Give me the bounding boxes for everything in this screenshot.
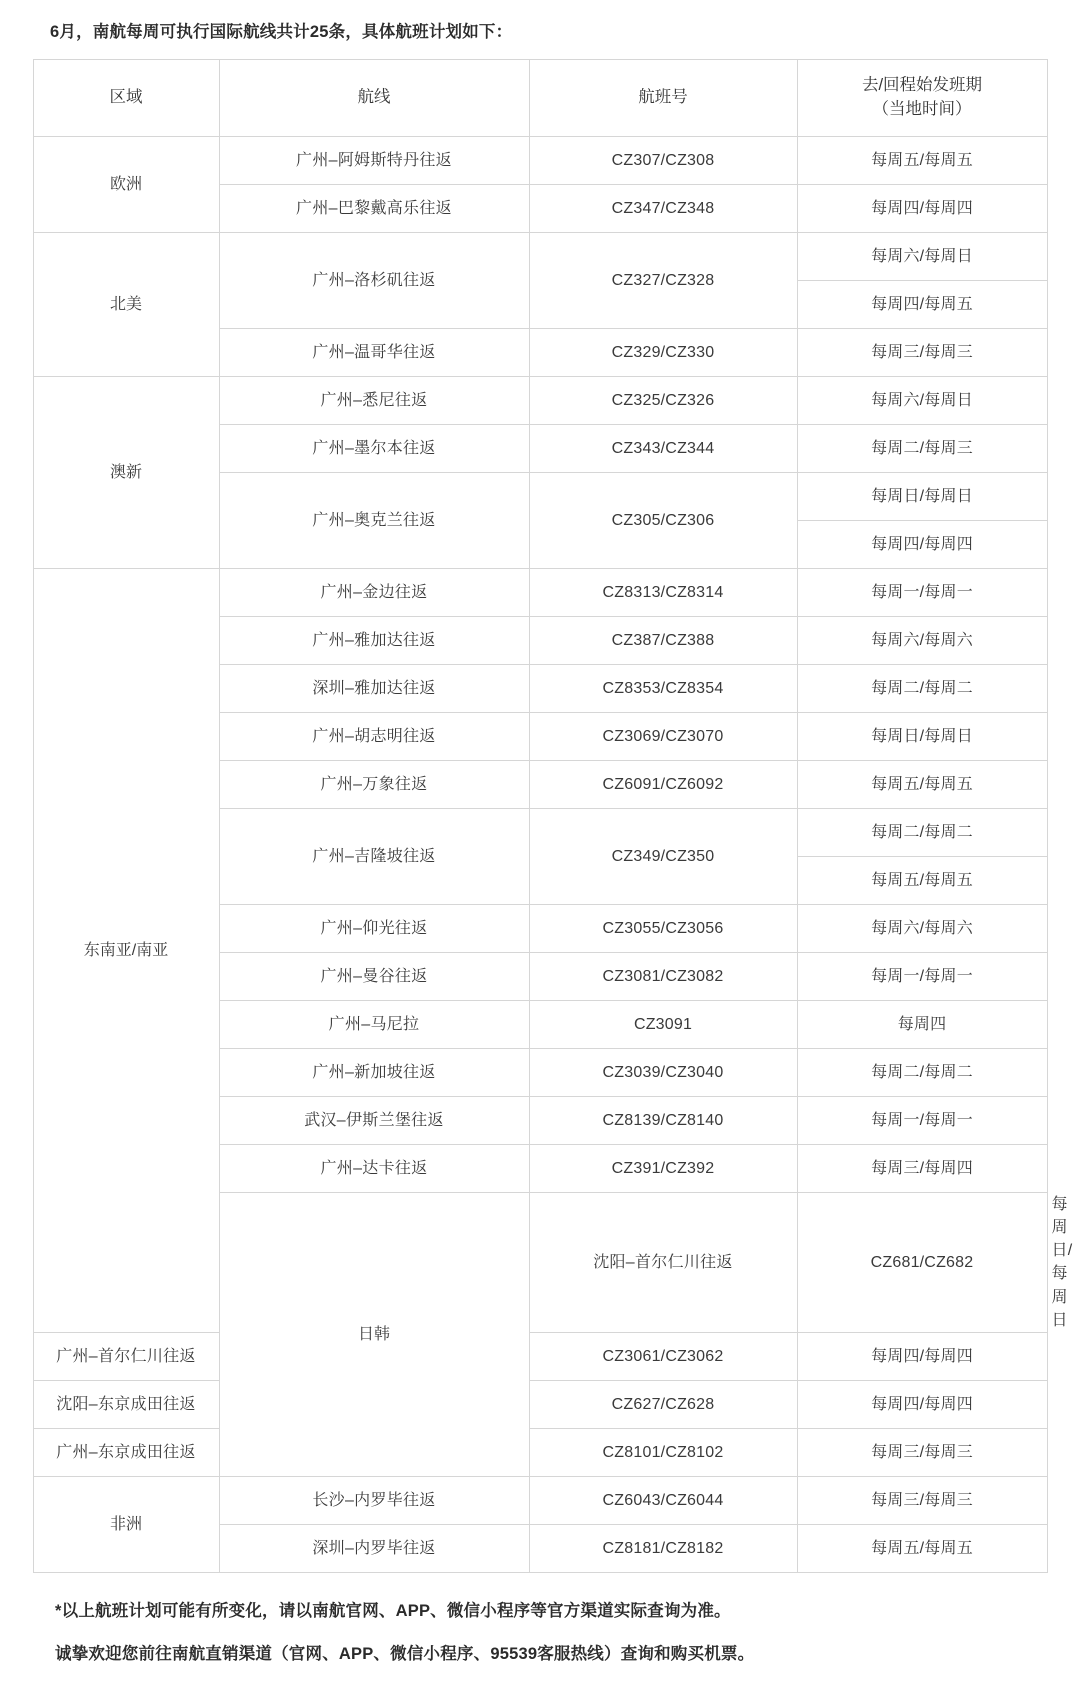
schedule-cell: 每周一/每周一 [797, 1096, 1047, 1144]
flight-number-cell: CZ8313/CZ8314 [529, 568, 797, 616]
flight-number-cell: CZ347/CZ348 [529, 184, 797, 232]
intro-text: 6月，南航每周可执行国际航线共计25条，具体航班计划如下： [50, 23, 513, 41]
flight-number-cell: CZ6091/CZ6092 [529, 760, 797, 808]
route-cell: 广州–洛杉矶往返 [219, 232, 529, 328]
flight-number-cell: CZ307/CZ308 [529, 136, 797, 184]
route-cell: 广州–吉隆坡往返 [219, 808, 529, 904]
table-row: 日韩 沈阳–首尔仁川往返 CZ681/CZ682 每周日/每周日 [33, 1192, 1047, 1332]
route-cell: 广州–阿姆斯特丹往返 [219, 136, 529, 184]
route-cell: 广州–温哥华往返 [219, 328, 529, 376]
flight-number-cell: CZ305/CZ306 [529, 472, 797, 568]
footnote-welcome: 诚挚欢迎您前往南航直销渠道（官网、APP、微信小程序、95539客服热线）查询和购买机票。 [55, 1645, 755, 1664]
region-cell: 东南亚/南亚 [33, 568, 219, 1332]
flight-number-cell: CZ8181/CZ8182 [529, 1524, 797, 1572]
flight-number-cell: CZ327/CZ328 [529, 232, 797, 328]
flight-number-cell: CZ325/CZ326 [529, 376, 797, 424]
flight-number-cell: CZ391/CZ392 [529, 1144, 797, 1192]
schedule-cell: 每周四/每周四 [797, 1380, 1047, 1428]
route-cell: 广州–胡志明往返 [219, 712, 529, 760]
flight-number-cell: CZ3091 [529, 1000, 797, 1048]
region-cell: 非洲 [33, 1476, 219, 1572]
region-cell: 日韩 [219, 1192, 529, 1476]
schedule-cell: 每周四/每周四 [797, 1332, 1047, 1380]
route-cell: 广州–雅加达往返 [219, 616, 529, 664]
flight-number-cell: CZ8139/CZ8140 [529, 1096, 797, 1144]
flight-number-cell: CZ3061/CZ3062 [529, 1332, 797, 1380]
flight-number-cell: CZ6043/CZ6044 [529, 1476, 797, 1524]
route-cell: 广州–金边往返 [219, 568, 529, 616]
table-header [33, 59, 1047, 136]
flight-number-cell: CZ343/CZ344 [529, 424, 797, 472]
route-cell: 广州–墨尔本往返 [219, 424, 529, 472]
schedule-cell: 每周六/每周六 [797, 616, 1047, 664]
flight-number-cell: CZ8353/CZ8354 [529, 664, 797, 712]
flight-number-cell: CZ387/CZ388 [529, 616, 797, 664]
region-cell: 北美 [33, 232, 219, 376]
table-body [33, 136, 1073, 1572]
schedule-cell: 每周二/每周三 [797, 424, 1047, 472]
table-row [33, 136, 1047, 184]
schedule-cell: 每周五/每周五 [797, 1524, 1047, 1572]
column-header-schedule-line2: （当地时间） [872, 99, 972, 118]
route-cell: 广州–首尔仁川往返 [33, 1332, 219, 1380]
schedule-cell: 每周二/每周二 [797, 1048, 1047, 1096]
schedule-cell: 每周四/每周四 [797, 520, 1047, 568]
schedule-cell: 每周五/每周五 [797, 136, 1047, 184]
route-cell: 广州–仰光往返 [219, 904, 529, 952]
table-header-row [33, 59, 1047, 136]
route-cell: 沈阳–东京成田往返 [33, 1380, 219, 1428]
flight-number-cell: CZ349/CZ350 [529, 808, 797, 904]
flight-number-cell: CZ3055/CZ3056 [529, 904, 797, 952]
schedule-cell: 每周二/每周二 [797, 808, 1047, 856]
schedule-cell: 每周三/每周三 [797, 328, 1047, 376]
schedule-cell: 每周三/每周三 [797, 1428, 1047, 1476]
flight-schedule-table [33, 59, 1073, 1573]
schedule-cell: 每周二/每周二 [797, 664, 1047, 712]
column-header-region: 区域 [33, 59, 219, 136]
flight-number-cell: CZ3081/CZ3082 [529, 952, 797, 1000]
route-cell: 沈阳–首尔仁川往返 [529, 1192, 797, 1332]
route-cell: 广州–悉尼往返 [219, 376, 529, 424]
flight-number-cell: CZ329/CZ330 [529, 328, 797, 376]
schedule-cell: 每周四 [797, 1000, 1047, 1048]
route-cell: 深圳–雅加达往返 [219, 664, 529, 712]
schedule-cell: 每周三/每周四 [797, 1144, 1047, 1192]
flight-number-cell: CZ3069/CZ3070 [529, 712, 797, 760]
flight-number-cell: CZ627/CZ628 [529, 1380, 797, 1428]
route-cell: 武汉–伊斯兰堡往返 [219, 1096, 529, 1144]
schedule-cell: 每周六/每周六 [797, 904, 1047, 952]
schedule-cell: 每周六/每周日 [797, 232, 1047, 280]
route-cell: 广州–曼谷往返 [219, 952, 529, 1000]
flight-number-cell: CZ8101/CZ8102 [529, 1428, 797, 1476]
column-header-route: 航线 [219, 59, 529, 136]
route-cell: 广州–万象往返 [219, 760, 529, 808]
region-cell: 欧洲 [33, 136, 219, 232]
flight-number-cell: CZ681/CZ682 [797, 1192, 1047, 1332]
table-row [33, 1380, 1047, 1428]
schedule-cell: 每周五/每周五 [797, 760, 1047, 808]
footnotes [33, 1573, 1047, 1686]
route-cell: 广州–新加坡往返 [219, 1048, 529, 1096]
column-header-schedule-line1: 去/回程始发班期 [861, 75, 983, 94]
table-row [33, 568, 1047, 616]
column-header-flight-number: 航班号 [529, 59, 797, 136]
route-cell: 广州–达卡往返 [219, 1144, 529, 1192]
table-row [33, 376, 1047, 424]
table-row [33, 1476, 1047, 1524]
route-cell: 广州–巴黎戴高乐往返 [219, 184, 529, 232]
route-cell: 广州–奥克兰往返 [219, 472, 529, 568]
route-cell: 广州–东京成田往返 [33, 1428, 219, 1476]
schedule-cell: 每周一/每周一 [797, 952, 1047, 1000]
schedule-cell: 每周四/每周五 [797, 280, 1047, 328]
schedule-cell: 每周六/每周日 [797, 376, 1047, 424]
footnote-disclaimer: *以上航班计划可能有所变化，请以南航官网、APP、微信小程序等官方渠道实际查询为准。 [55, 1601, 731, 1620]
table-row [33, 1428, 1047, 1476]
route-cell: 长沙–内罗毕往返 [219, 1476, 529, 1524]
schedule-cell: 每周一/每周一 [797, 568, 1047, 616]
table-row [33, 232, 1047, 280]
column-header-schedule [797, 59, 1047, 136]
route-cell: 广州–马尼拉 [219, 1000, 529, 1048]
table-row [33, 1332, 1047, 1380]
schedule-cell: 每周日/每周日 [797, 712, 1047, 760]
schedule-cell: 每周五/每周五 [797, 856, 1047, 904]
schedule-cell: 每周四/每周四 [797, 184, 1047, 232]
region-cell: 澳新 [33, 376, 219, 568]
route-cell: 深圳–内罗毕往返 [219, 1524, 529, 1572]
schedule-cell: 每周日/每周日 [797, 472, 1047, 520]
flight-number-cell: CZ3039/CZ3040 [529, 1048, 797, 1096]
schedule-cell: 每周三/每周三 [797, 1476, 1047, 1524]
